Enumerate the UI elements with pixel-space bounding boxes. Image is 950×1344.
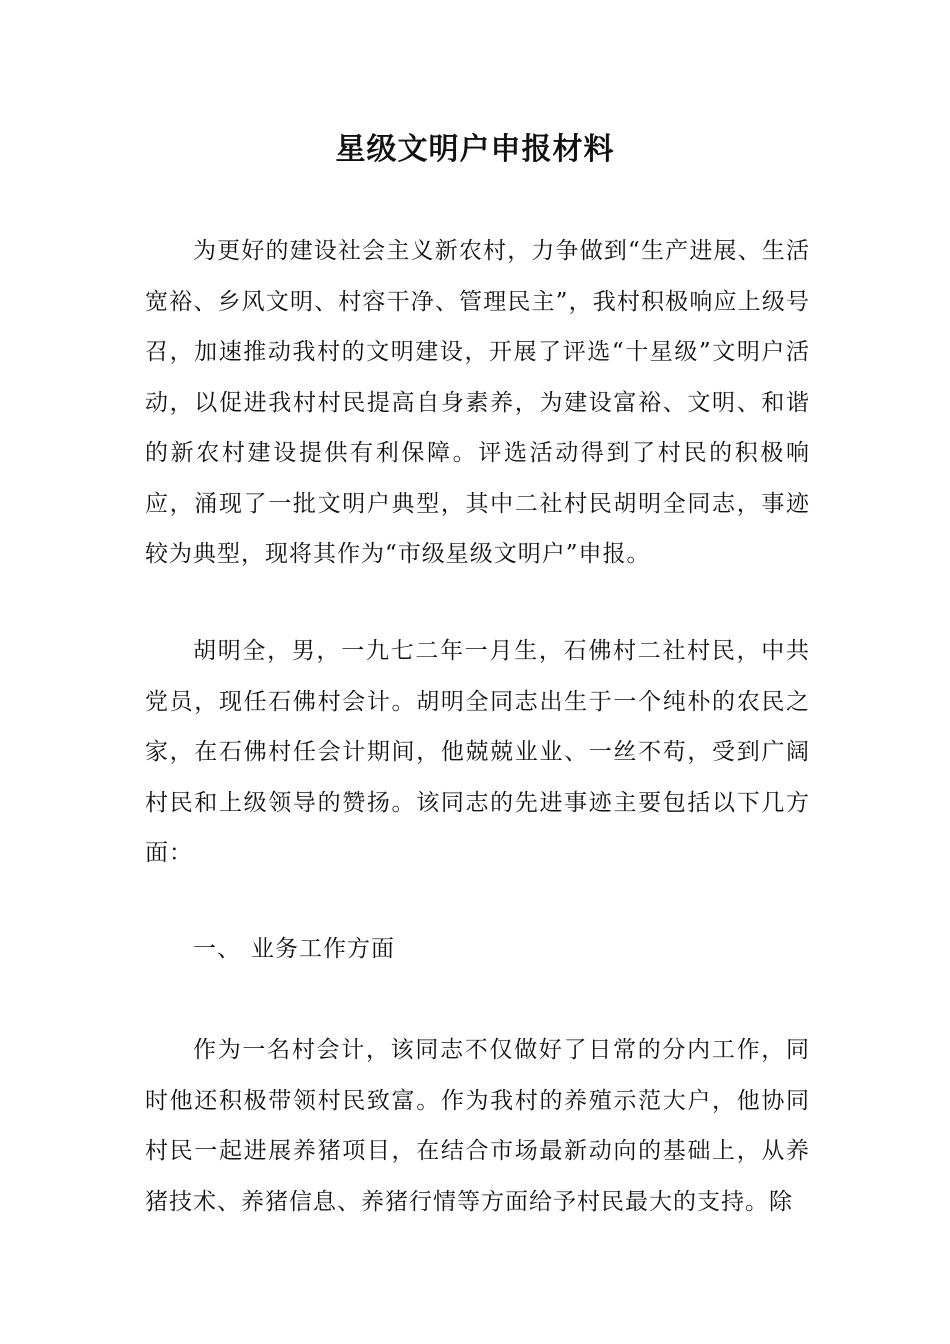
section-heading — [193, 924, 395, 974]
document-title: 星级文明户申报材料 — [335, 132, 615, 167]
profile-paragraph: 胡明全，男，一九七二年一月生，石佛村二社村民，中共党员，现任石佛村会计。胡明全同志出生于一个纯朴的农民之家，在石佛村任会计期间，他兢兢业业、一丝不苟，受到广阔村民和上级领导的赞扬。该同志的先进事迹主要包括以下几方面： — [145, 638, 810, 866]
section-heading-text: 业务工作方面 — [251, 936, 395, 962]
intro-paragraph: 为更好的建设社会主义新农村，力争做到“生产进展、生活宽裕、乡风文明、村容干净、管理民主”，我村积极响应上级号召，加速推动我村的文明建设，开展了评选“十星级”文明户活动，以促进我村村民提高自身素养，为建设富裕、文明、和谐的新农村建设提供有利保障。评选活动得到了村民的积极响应，涌现了一批文明户典型，其中二社村民胡明全同志，事迹较为典型，现将其作为“市级星级文明户”申报。 — [145, 238, 810, 567]
work-paragraph: 作为一名村会计，该同志不仅做好了日常的分内工作，同时他还积极带领村民致富。作为我村的养殖示范大户，他协同村民一起进展养猪项目，在结合市场最新动向的基础上，从养猪技术、养猪信息、养猪行情等方面给予村民最大的支持。除 — [145, 1037, 810, 1215]
section-number: 一、 — [193, 936, 241, 962]
